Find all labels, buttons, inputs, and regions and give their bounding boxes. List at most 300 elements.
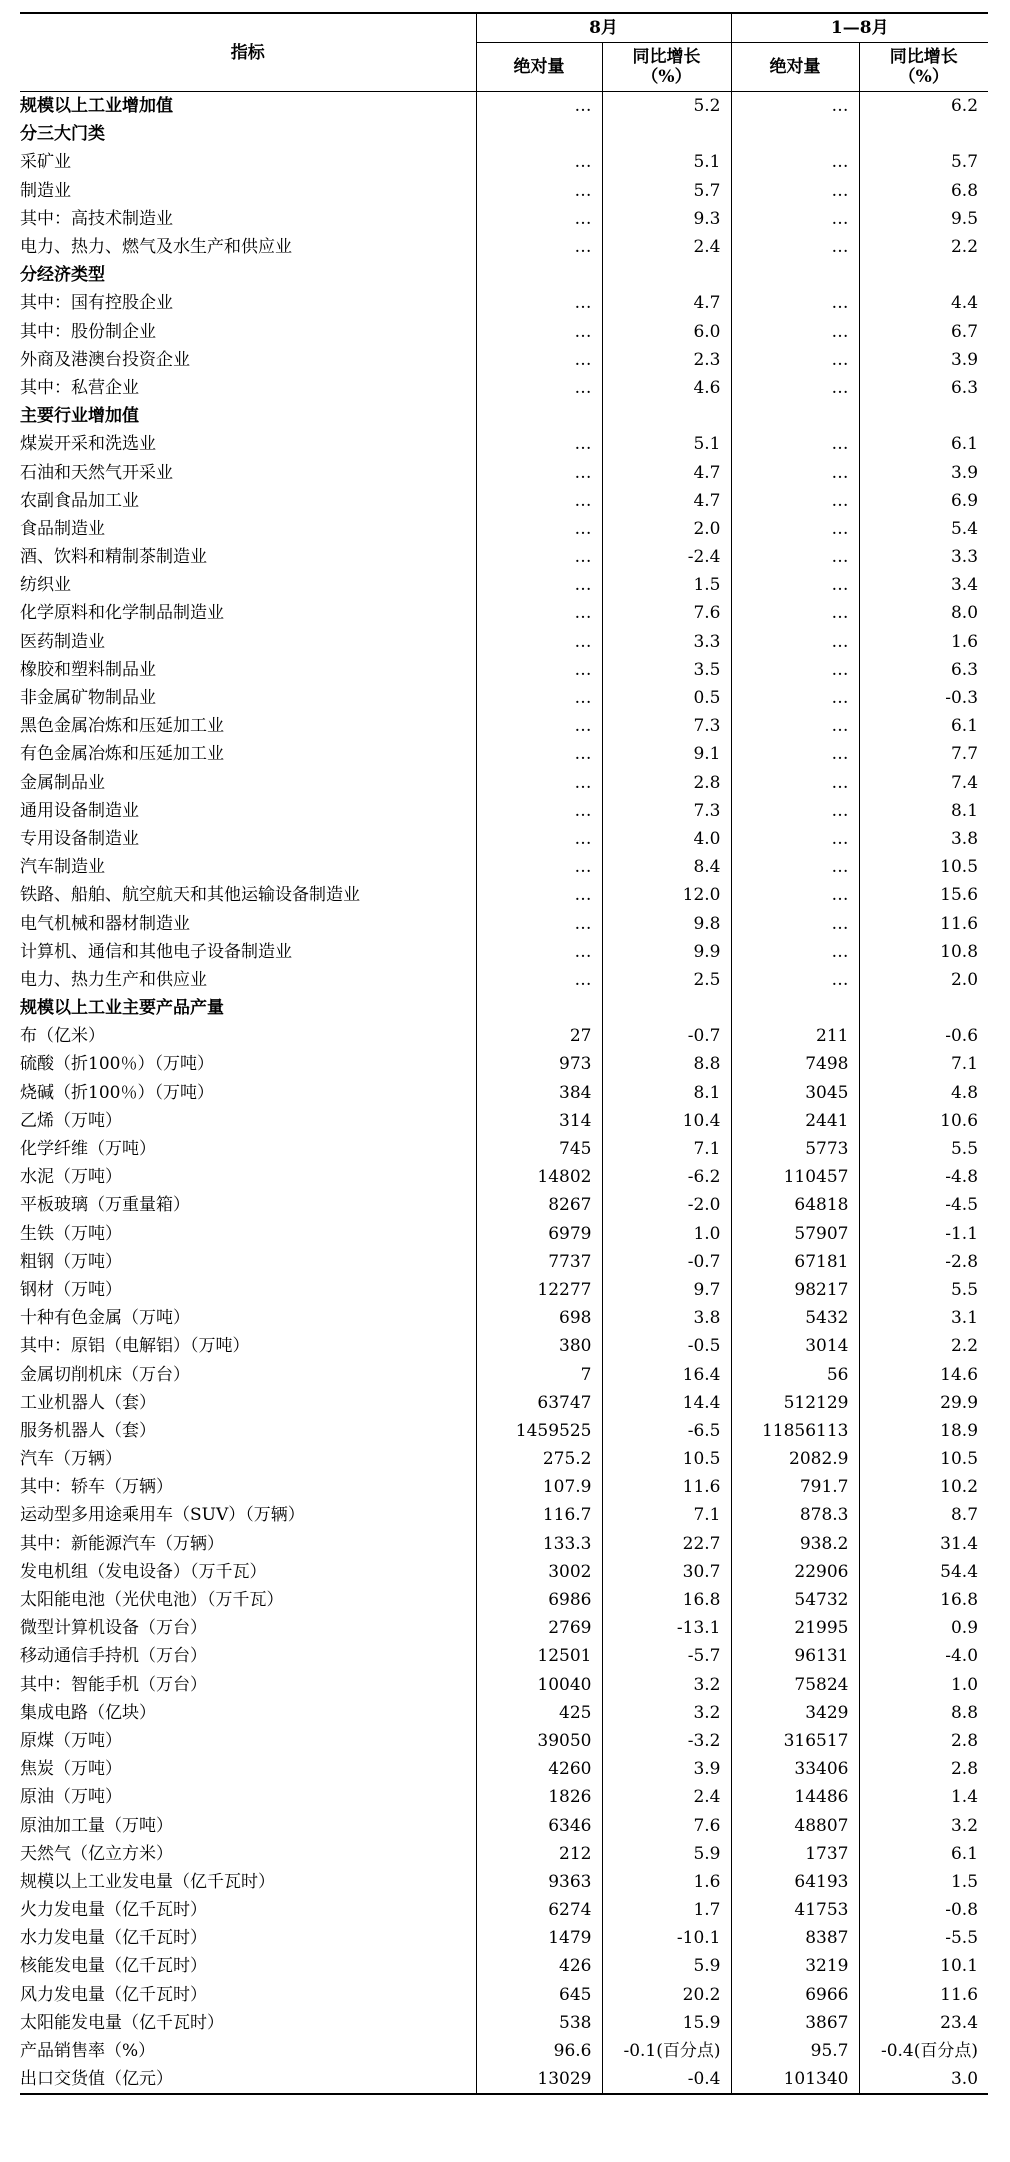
table-row xyxy=(20,458,988,486)
aug-abs-cell: … xyxy=(476,740,602,768)
ytd-abs-cell: 2082.9 xyxy=(731,1445,859,1473)
table-row xyxy=(20,938,988,966)
indicator-name-cell: 十种有色金属（万吨） xyxy=(20,1304,476,1332)
table-row xyxy=(20,1191,988,1219)
aug-growth-cell: 2.4 xyxy=(602,1783,731,1811)
indicator-name-cell: 金属切削机床（万台） xyxy=(20,1360,476,1388)
ytd-abs-cell: … xyxy=(731,909,859,937)
aug-growth-cell: -3.2 xyxy=(602,1727,731,1755)
aug-growth-cell: 8.1 xyxy=(602,1079,731,1107)
ytd-abs-cell: 2441 xyxy=(731,1107,859,1135)
table-row xyxy=(20,233,988,261)
aug-growth-cell: 7.1 xyxy=(602,1501,731,1529)
ytd-growth-cell: 9.5 xyxy=(950,208,979,229)
indicator-name-cell: 风力发电量（亿千瓦时） xyxy=(20,1981,476,2009)
ytd-growth-cell: 1.6 xyxy=(950,631,979,652)
ytd-growth-cell: 6.8 xyxy=(950,180,979,201)
aug-abs-cell: … xyxy=(476,797,602,825)
ytd-abs-cell: … xyxy=(731,769,859,797)
ytd-growth-cell: -4.8 xyxy=(945,1167,979,1188)
indicator-name-cell: 黑色金属冶炼和压延加工业 xyxy=(20,712,476,740)
indicator-name-cell: 外商及港澳台投资企业 xyxy=(20,346,476,374)
table-row xyxy=(20,1642,988,1670)
aug-growth-cell: 4.0 xyxy=(602,825,731,853)
indicator-name-cell: 工业机器人（套） xyxy=(20,1389,476,1417)
indicator-name-cell: 水力发电量（亿千瓦时） xyxy=(20,1924,476,1952)
aug-abs-cell: … xyxy=(476,487,602,515)
table-row xyxy=(20,402,988,430)
ytd-growth-cell: 1.0 xyxy=(950,1674,979,1695)
aug-growth-cell: 1.7 xyxy=(602,1896,731,1924)
aug-abs-cell: … xyxy=(476,966,602,994)
table-row xyxy=(20,318,988,346)
header-abs-jan-aug: 绝对量 xyxy=(731,43,859,92)
ytd-growth-cell: 3.9 xyxy=(950,462,979,483)
table-row xyxy=(20,1304,988,1332)
aug-growth-cell: -0.7 xyxy=(602,1248,731,1276)
aug-growth-cell: -6.2 xyxy=(602,1163,731,1191)
aug-abs-cell: … xyxy=(476,599,602,627)
aug-growth-cell: 30.7 xyxy=(602,1558,731,1586)
ytd-growth-cell: -5.5 xyxy=(945,1928,979,1949)
ytd-abs-cell: … xyxy=(731,853,859,881)
indicator-name-cell: 专用设备制造业 xyxy=(20,825,476,853)
aug-abs-cell: … xyxy=(476,712,602,740)
aug-abs-cell: 645 xyxy=(476,1981,602,2009)
aug-abs-cell: … xyxy=(476,289,602,317)
indicator-name-cell: 酒、饮料和精制茶制造业 xyxy=(20,543,476,571)
header-period-august: 8月 xyxy=(476,13,731,43)
indicator-name-cell: 运动型多用途乘用车（SUV）（万辆） xyxy=(20,1501,476,1529)
aug-abs-cell: 2769 xyxy=(476,1614,602,1642)
aug-growth-cell xyxy=(602,994,731,1022)
ytd-abs-cell: … xyxy=(731,205,859,233)
ytd-growth-cell: 3.0 xyxy=(859,2065,988,2094)
indicator-name-cell: 微型计算机设备（万台） xyxy=(20,1614,476,1642)
indicator-name-cell: 非金属矿物制品业 xyxy=(20,684,476,712)
aug-abs-cell: … xyxy=(476,346,602,374)
ytd-growth-cell: 3.2 xyxy=(950,1815,979,1836)
table-row xyxy=(20,1079,988,1107)
ytd-growth-cell: 5.7 xyxy=(950,152,979,173)
aug-abs-cell xyxy=(476,994,602,1022)
indicator-name-cell: 其中：原铝（电解铝）（万吨） xyxy=(20,1332,476,1360)
ytd-growth-cell: 6.1 xyxy=(950,434,979,455)
indicator-name-cell: 主要行业增加值 xyxy=(20,402,476,430)
indicator-name-cell: 规模以上工业主要产品产量 xyxy=(20,994,476,1022)
aug-abs-cell: 538 xyxy=(476,2009,602,2037)
aug-growth-cell: 14.4 xyxy=(602,1389,731,1417)
table-row xyxy=(20,881,988,909)
table-row xyxy=(20,966,988,994)
ytd-growth-cell: 5.5 xyxy=(950,1139,979,1160)
ytd-growth-cell: 4.8 xyxy=(950,1082,979,1103)
table-header xyxy=(20,13,988,92)
table-row xyxy=(20,1417,988,1445)
ytd-growth-cell: -0.3 xyxy=(945,688,979,709)
indicator-name-cell: 金属制品业 xyxy=(20,769,476,797)
table-row xyxy=(20,909,988,937)
table-row xyxy=(20,205,988,233)
aug-growth-cell: 5.9 xyxy=(602,1952,731,1980)
indicator-name-cell: 天然气（亿立方米） xyxy=(20,1840,476,1868)
aug-abs-cell: … xyxy=(476,769,602,797)
aug-growth-cell: 6.0 xyxy=(602,318,731,346)
ytd-growth-cell: -2.8 xyxy=(945,1251,979,1272)
indicator-name-cell: 橡胶和塑料制品业 xyxy=(20,656,476,684)
indicator-name-cell: 其中：智能手机（万台） xyxy=(20,1671,476,1699)
aug-abs-cell: 6274 xyxy=(476,1896,602,1924)
aug-abs-cell: … xyxy=(476,430,602,458)
aug-abs-cell: … xyxy=(476,684,602,712)
indicator-name-cell: 有色金属冶炼和压延加工业 xyxy=(20,740,476,768)
ytd-abs-cell: 5432 xyxy=(731,1304,859,1332)
aug-growth-cell: 4.7 xyxy=(602,289,731,317)
ytd-abs-cell: 75824 xyxy=(731,1671,859,1699)
aug-abs-cell: 39050 xyxy=(476,1727,602,1755)
aug-abs-cell: 6986 xyxy=(476,1586,602,1614)
ytd-abs-cell: 3867 xyxy=(731,2009,859,2037)
ytd-growth-cell: 15.6 xyxy=(940,885,979,906)
ytd-growth-cell: 6.1 xyxy=(950,1843,979,1864)
aug-growth-cell: 15.9 xyxy=(602,2009,731,2037)
ytd-abs-cell: 96131 xyxy=(731,1642,859,1670)
ytd-growth-cell: 2.2 xyxy=(950,237,979,258)
aug-abs-cell: 8267 xyxy=(476,1191,602,1219)
ytd-abs-cell: 14486 xyxy=(731,1783,859,1811)
table-row xyxy=(20,2065,988,2094)
ytd-abs-cell xyxy=(731,261,859,289)
table-row xyxy=(20,515,988,543)
table-row xyxy=(20,1614,988,1642)
aug-abs-cell: … xyxy=(476,628,602,656)
ytd-growth-cell: -4.5 xyxy=(945,1195,979,1216)
table-row xyxy=(20,1248,988,1276)
ytd-growth-cell: 54.4 xyxy=(940,1561,979,1582)
aug-growth-cell: 10.4 xyxy=(602,1107,731,1135)
aug-growth-cell: -2.0 xyxy=(602,1191,731,1219)
aug-growth-cell xyxy=(602,261,731,289)
ytd-abs-cell: 64818 xyxy=(731,1191,859,1219)
indicator-name-cell: 服务机器人（套） xyxy=(20,1417,476,1445)
ytd-abs-cell: 3014 xyxy=(731,1332,859,1360)
aug-abs-cell: 314 xyxy=(476,1107,602,1135)
indicator-name-cell: 规模以上工业发电量（亿千瓦时） xyxy=(20,1868,476,1896)
ytd-abs-cell: … xyxy=(731,289,859,317)
ytd-abs-cell: … xyxy=(731,599,859,627)
table-row xyxy=(20,1473,988,1501)
indicator-name-cell: 通用设备制造业 xyxy=(20,797,476,825)
ytd-growth-cell: 7.4 xyxy=(950,772,979,793)
aug-growth-cell: 7.6 xyxy=(602,599,731,627)
aug-growth-cell: 9.8 xyxy=(602,909,731,937)
header-growth-august xyxy=(602,43,731,92)
aug-growth-cell: -13.1 xyxy=(602,1614,731,1642)
table-row xyxy=(20,1360,988,1388)
ytd-growth-cell: 23.4 xyxy=(940,2012,979,2033)
aug-abs-cell: 27 xyxy=(476,1022,602,1050)
aug-growth-cell: 11.6 xyxy=(602,1473,731,1501)
ytd-growth-cell: -0.4(百分点) xyxy=(880,2041,979,2062)
aug-growth-cell: -0.5 xyxy=(602,1332,731,1360)
aug-abs-cell: 275.2 xyxy=(476,1445,602,1473)
indicator-name-cell: 布（亿米） xyxy=(20,1022,476,1050)
table-row xyxy=(20,1840,988,1868)
aug-growth-cell: 4.7 xyxy=(602,458,731,486)
aug-growth-cell: 3.2 xyxy=(602,1671,731,1699)
ytd-growth-cell: 10.2 xyxy=(940,1477,979,1498)
table-row xyxy=(20,1811,988,1839)
ytd-abs-cell: 95.7 xyxy=(731,2037,859,2065)
ytd-abs-cell: 7498 xyxy=(731,1050,859,1078)
aug-abs-cell: … xyxy=(476,853,602,881)
ytd-growth-cell: 5.4 xyxy=(950,518,979,539)
aug-abs-cell: 107.9 xyxy=(476,1473,602,1501)
aug-growth-cell xyxy=(602,120,731,148)
aug-growth-cell: 3.3 xyxy=(602,628,731,656)
table-row xyxy=(20,628,988,656)
table-row xyxy=(20,1671,988,1699)
table-row xyxy=(20,1445,988,1473)
ytd-abs-cell: 41753 xyxy=(731,1896,859,1924)
aug-abs-cell: … xyxy=(476,909,602,937)
aug-abs-cell: 384 xyxy=(476,1079,602,1107)
ytd-abs-cell: 57907 xyxy=(731,1220,859,1248)
ytd-growth-cell: 10.6 xyxy=(940,1110,979,1131)
aug-abs-cell: … xyxy=(476,148,602,176)
ytd-abs-cell: 512129 xyxy=(731,1389,859,1417)
table-row xyxy=(20,261,988,289)
ytd-abs-cell: 48807 xyxy=(731,1811,859,1839)
indicator-name-cell: 制造业 xyxy=(20,177,476,205)
ytd-abs-cell: … xyxy=(731,881,859,909)
aug-growth-cell: 9.1 xyxy=(602,740,731,768)
header-growth-unit: （%） xyxy=(898,67,949,87)
indicator-name-cell: 分经济类型 xyxy=(20,261,476,289)
aug-growth-cell: 7.6 xyxy=(602,1811,731,1839)
ytd-abs-cell: 22906 xyxy=(731,1558,859,1586)
ytd-abs-cell: … xyxy=(731,740,859,768)
indicator-name-cell: 集成电路（亿块） xyxy=(20,1699,476,1727)
indicator-name-cell: 其中：新能源汽车（万辆） xyxy=(20,1530,476,1558)
aug-abs-cell: 7737 xyxy=(476,1248,602,1276)
aug-growth-cell: 3.5 xyxy=(602,656,731,684)
aug-abs-cell: 7 xyxy=(476,1360,602,1388)
ytd-abs-cell: 8387 xyxy=(731,1924,859,1952)
aug-abs-cell: 63747 xyxy=(476,1389,602,1417)
aug-growth-cell: -0.1(百分点) xyxy=(602,2037,731,2065)
table-row xyxy=(20,177,988,205)
aug-growth-cell: -6.5 xyxy=(602,1417,731,1445)
indicator-name-cell: 焦炭（万吨） xyxy=(20,1755,476,1783)
table-row xyxy=(20,1501,988,1529)
aug-growth-cell: 3.9 xyxy=(602,1755,731,1783)
header-growth-label: 同比增长 xyxy=(632,47,701,67)
aug-abs-cell: 426 xyxy=(476,1952,602,1980)
ytd-growth-cell: 10.5 xyxy=(940,1449,979,1470)
table-row xyxy=(20,994,988,1022)
aug-growth-cell: 9.9 xyxy=(602,938,731,966)
ytd-abs-cell: … xyxy=(731,966,859,994)
indicator-name-cell: 其中：国有控股企业 xyxy=(20,289,476,317)
aug-abs-cell: 13029 xyxy=(476,2065,602,2094)
aug-abs-cell: 6346 xyxy=(476,1811,602,1839)
table-row xyxy=(20,1924,988,1952)
aug-abs-cell: … xyxy=(476,571,602,599)
indicator-name-cell: 电力、热力生产和供应业 xyxy=(20,966,476,994)
table-row xyxy=(20,1530,988,1558)
table-row xyxy=(20,769,988,797)
indicator-name-cell: 食品制造业 xyxy=(20,515,476,543)
ytd-abs-cell: … xyxy=(731,487,859,515)
ytd-growth-cell: 3.3 xyxy=(950,547,979,568)
indicator-name-cell: 化学纤维（万吨） xyxy=(20,1135,476,1163)
ytd-growth-cell: -4.0 xyxy=(945,1646,979,1667)
ytd-growth-cell: 4.4 xyxy=(950,293,979,314)
table-row xyxy=(20,543,988,571)
ytd-abs-cell: … xyxy=(731,148,859,176)
ytd-growth-cell: 29.9 xyxy=(940,1392,979,1413)
aug-growth-cell: 2.3 xyxy=(602,346,731,374)
aug-abs-cell: … xyxy=(476,515,602,543)
aug-growth-cell: -5.7 xyxy=(602,1642,731,1670)
aug-growth-cell: -10.1 xyxy=(602,1924,731,1952)
ytd-abs-cell: … xyxy=(731,177,859,205)
table-row xyxy=(20,1586,988,1614)
indicator-name-cell: 原油加工量（万吨） xyxy=(20,1811,476,1839)
ytd-abs-cell: … xyxy=(731,797,859,825)
aug-abs-cell: … xyxy=(476,656,602,684)
ytd-abs-cell: 6966 xyxy=(731,1981,859,2009)
aug-growth-cell: 2.8 xyxy=(602,769,731,797)
table-row xyxy=(20,346,988,374)
ytd-growth-cell xyxy=(859,402,988,430)
table-row xyxy=(20,487,988,515)
ytd-abs-cell: … xyxy=(731,515,859,543)
ytd-abs-cell: … xyxy=(731,628,859,656)
ytd-abs-cell: 878.3 xyxy=(731,1501,859,1529)
ytd-abs-cell: 1737 xyxy=(731,1840,859,1868)
ytd-growth-cell: 3.4 xyxy=(950,575,979,596)
table-row xyxy=(20,1783,988,1811)
ytd-growth-cell: 10.8 xyxy=(940,941,979,962)
table-row xyxy=(20,289,988,317)
aug-abs-cell: 133.3 xyxy=(476,1530,602,1558)
aug-abs-cell: … xyxy=(476,233,602,261)
indicator-name-cell: 其中：轿车（万辆） xyxy=(20,1473,476,1501)
aug-abs-cell: 96.6 xyxy=(476,2037,602,2065)
ytd-abs-cell: 3219 xyxy=(731,1952,859,1980)
ytd-growth-cell: 2.8 xyxy=(950,1759,979,1780)
aug-growth-cell: -2.4 xyxy=(602,543,731,571)
aug-growth-cell: 10.5 xyxy=(602,1445,731,1473)
table-row xyxy=(20,1135,988,1163)
ytd-growth-cell: 1.4 xyxy=(950,1787,979,1808)
table-row xyxy=(20,1332,988,1360)
table-row xyxy=(20,1163,988,1191)
indicator-name-cell: 计算机、通信和其他电子设备制造业 xyxy=(20,938,476,966)
aug-growth-cell: 8.4 xyxy=(602,853,731,881)
aug-abs-cell: 9363 xyxy=(476,1868,602,1896)
indicator-name-cell: 钢材（万吨） xyxy=(20,1276,476,1304)
ytd-growth-cell: 10.1 xyxy=(940,1956,979,1977)
aug-abs-cell: … xyxy=(476,938,602,966)
ytd-growth-cell: 3.1 xyxy=(950,1308,979,1329)
aug-growth-cell: 7.3 xyxy=(602,712,731,740)
table-row xyxy=(20,92,988,121)
aug-growth-cell: 1.0 xyxy=(602,1220,731,1248)
ytd-growth-cell: -0.6 xyxy=(945,1026,979,1047)
table-row xyxy=(20,571,988,599)
ytd-growth-cell: 0.9 xyxy=(950,1618,979,1639)
indicator-name-cell: 医药制造业 xyxy=(20,628,476,656)
ytd-growth-cell: 16.8 xyxy=(940,1590,979,1611)
ytd-growth-cell: 1.5 xyxy=(950,1871,979,1892)
indicator-name-cell: 汽车（万辆） xyxy=(20,1445,476,1473)
indicator-name-cell: 采矿业 xyxy=(20,148,476,176)
ytd-growth-cell: 10.5 xyxy=(940,857,979,878)
ytd-abs-cell xyxy=(731,402,859,430)
ytd-growth-cell: 6.3 xyxy=(950,659,979,680)
indicator-name-cell: 乙烯（万吨） xyxy=(20,1107,476,1135)
aug-abs-cell: 698 xyxy=(476,1304,602,1332)
ytd-abs-cell: 33406 xyxy=(731,1755,859,1783)
ytd-abs-cell: 5773 xyxy=(731,1135,859,1163)
aug-abs-cell xyxy=(476,402,602,430)
indicator-name-cell: 煤炭开采和洗选业 xyxy=(20,430,476,458)
ytd-abs-cell: … xyxy=(731,430,859,458)
ytd-abs-cell: 3429 xyxy=(731,1699,859,1727)
table-row xyxy=(20,1022,988,1050)
ytd-abs-cell: 316517 xyxy=(731,1727,859,1755)
table-row xyxy=(20,712,988,740)
indicator-name-cell: 生铁（万吨） xyxy=(20,1220,476,1248)
indicator-name-cell: 产品销售率（%） xyxy=(20,2037,476,2065)
aug-abs-cell: 380 xyxy=(476,1332,602,1360)
ytd-growth-cell: 2.8 xyxy=(950,1730,979,1751)
header-row-periods xyxy=(20,13,988,43)
statistics-table xyxy=(20,12,988,2095)
ytd-growth-cell: -1.1 xyxy=(945,1223,979,1244)
aug-abs-cell: 10040 xyxy=(476,1671,602,1699)
table-body xyxy=(20,92,988,2095)
header-indicator: 指标 xyxy=(20,13,476,92)
aug-growth-cell: 5.1 xyxy=(602,148,731,176)
aug-abs-cell: 6979 xyxy=(476,1220,602,1248)
aug-growth-cell: 4.7 xyxy=(602,487,731,515)
ytd-abs-cell: … xyxy=(731,458,859,486)
aug-growth-cell: 16.4 xyxy=(602,1360,731,1388)
indicator-name-cell: 粗钢（万吨） xyxy=(20,1248,476,1276)
ytd-growth-cell: 3.9 xyxy=(950,349,979,370)
indicator-name-cell: 纺织业 xyxy=(20,571,476,599)
indicator-name-cell: 火力发电量（亿千瓦时） xyxy=(20,1896,476,1924)
indicator-name-cell: 其中：股份制企业 xyxy=(20,318,476,346)
indicator-name-cell: 发电机组（发电设备）（万千瓦） xyxy=(20,1558,476,1586)
aug-abs-cell: … xyxy=(476,881,602,909)
ytd-abs-cell: 3045 xyxy=(731,1079,859,1107)
indicator-name-cell: 其中：私营企业 xyxy=(20,374,476,402)
table-row xyxy=(20,148,988,176)
ytd-abs-cell: 21995 xyxy=(731,1614,859,1642)
ytd-abs-cell: 211 xyxy=(731,1022,859,1050)
aug-growth-cell: 20.2 xyxy=(602,1981,731,2009)
aug-growth-cell: 9.3 xyxy=(602,205,731,233)
aug-abs-cell: … xyxy=(476,543,602,571)
ytd-abs-cell: … xyxy=(731,318,859,346)
table-row xyxy=(20,684,988,712)
aug-growth-cell: 7.1 xyxy=(602,1135,731,1163)
